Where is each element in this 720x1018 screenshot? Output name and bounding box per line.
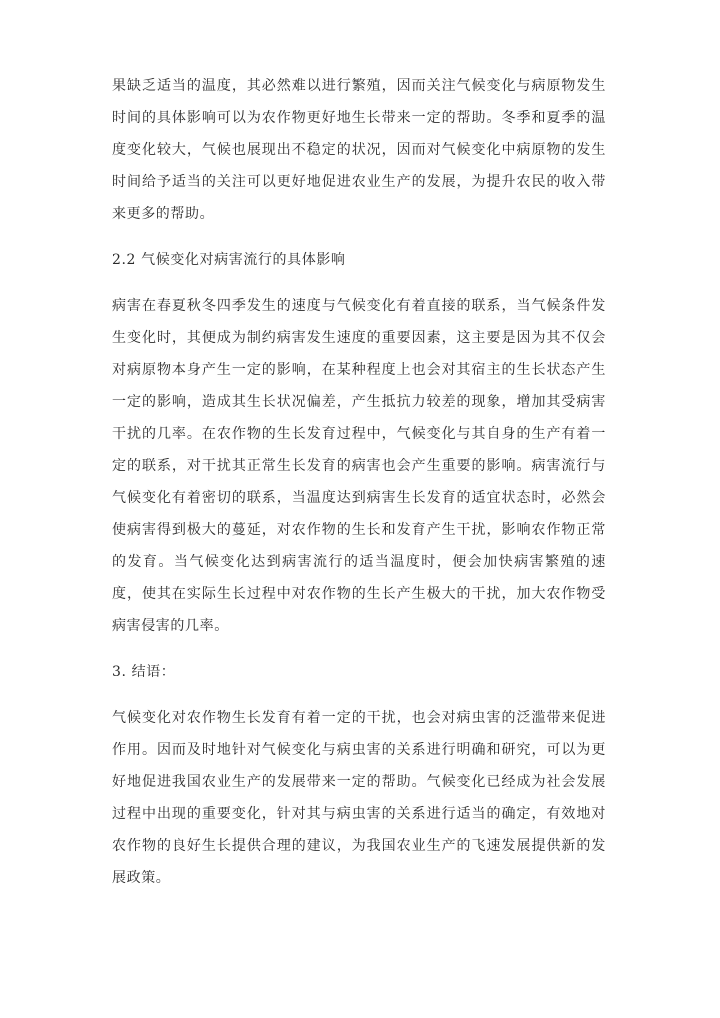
section-heading-conclusion: 3. 结语： (112, 664, 176, 680)
paragraph-disease-epidemic: 病害在春夏秋冬四季发生的速度与气候变化有着直接的联系，当气候条件发生变化时，其便成为制约病害发生速度的重要因素，这主要是因为其不仅会对病原物本身产生一定的影响，在某种程度上也会对其宿主的生长状态产生一定的影响，造成其生长状况偏差，产生抵抗力较差的现象，增加其受病害干扰的几率。在农作物的生长发育过程中，气候变化与其自身的生产有着一定的联系，对干扰其正常生长发育的病害也会产生重要的影响。病害流行与气候变化有着密切的联系，当温度达到病害生长发育的适宜状态时，必然会使病害得到极大的蔓延，对农作物的生长和发育产生干扰，影响农作物正常的发育。当气候变化达到病害流行的适当温度时，便会加快病害繁殖的速度，使其在实际生长过程中对农作物的生长产生极大的干扰，加大农作物受病害侵害的几率。 (112, 298, 606, 634)
document-page (112, 70, 606, 894)
paragraph-temperature-reproduction: 果缺乏适当的温度，其必然难以进行繁殖，因而关注气候变化与病原物发生时间的具体影响可以为农作物更好地生长带来一定的帮助。冬季和夏季的温度变化较大，气候也展现出不稳定的状况，因而对气候变化中病原物的发生时间给予适当的关注可以更好地促进农业生产的发展，为提升农民的收入带来更多的帮助。 (112, 78, 606, 222)
section-heading-2-2: 2.2 气候变化对病害流行的具体影响 (112, 252, 346, 268)
paragraph-conclusion: 气候变化对农作物生长发育有着一定的干扰，也会对病虫害的泛滥带来促进作用。因而及时地针对气候变化与病虫害的关系进行明确和研究，可以为更好地促进我国农业生产的发展带来一定的帮助。气候变化已经成为社会发展过程中出现的重要变化，针对其与病虫害的关系进行适当的确定，有效地对农作物的良好生长提供合理的建议，为我国农业生产的飞速发展提供新的发展政策。 (112, 710, 606, 886)
